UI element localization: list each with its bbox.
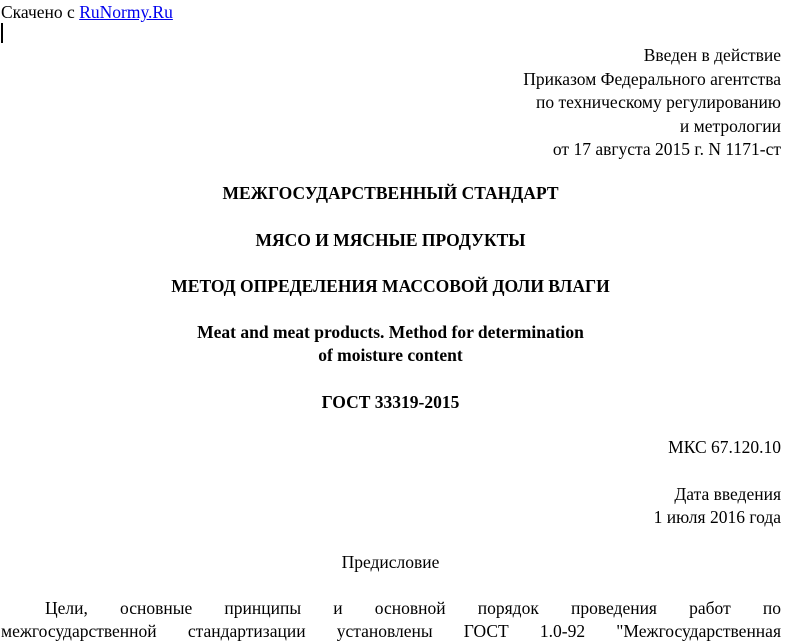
approval-line: Приказом Федерального агентства (523, 68, 781, 89)
standard-type-heading: МЕЖГОСУДАРСТВЕННЫЙ СТАНДАРТ (222, 183, 559, 203)
mks-code: МКС 67.120.10 (668, 437, 781, 457)
source-prefix: Скачено с (1, 2, 80, 22)
approval-line: Введен в действие (643, 45, 781, 65)
introduction-date-block (654, 483, 781, 529)
paragraph-line: межгосударственной стандартизации установлены ГОСТ 1.0-92 "Межгосударственная (1, 621, 781, 641)
text-cursor (1, 23, 3, 43)
paragraph-line-text: Цели, основные принципы и основной порядок проведения работ по (45, 598, 781, 618)
method-heading: МЕТОД ОПРЕДЕЛЕНИЯ МАССОВОЙ ДОЛИ ВЛАГИ (171, 276, 610, 296)
english-title-line: of moisture content (318, 345, 463, 365)
approval-line: от 17 августа 2015 г. N 1171-ст (552, 139, 781, 159)
english-title (0, 321, 781, 367)
source-link[interactable]: RuNormy.Ru (79, 2, 173, 22)
standard-designation: ГОСТ 33319-2015 (321, 392, 460, 412)
approval-line: и метрологии (679, 115, 781, 136)
english-title-line: Meat and meat products. Method for determination (197, 322, 584, 342)
source-line (1, 2, 173, 22)
preface-paragraph (1, 597, 781, 643)
approval-line: по техническому регулированию (535, 92, 781, 112)
introduction-date-value: 1 июля 2016 года (653, 507, 781, 527)
introduction-date-label: Дата введения (674, 484, 781, 504)
approval-block (523, 44, 781, 162)
subject-heading: МЯСО И МЯСНЫЕ ПРОДУКТЫ (255, 230, 526, 250)
paragraph-line (1, 597, 781, 620)
preface-heading: Предисловие (341, 552, 440, 572)
